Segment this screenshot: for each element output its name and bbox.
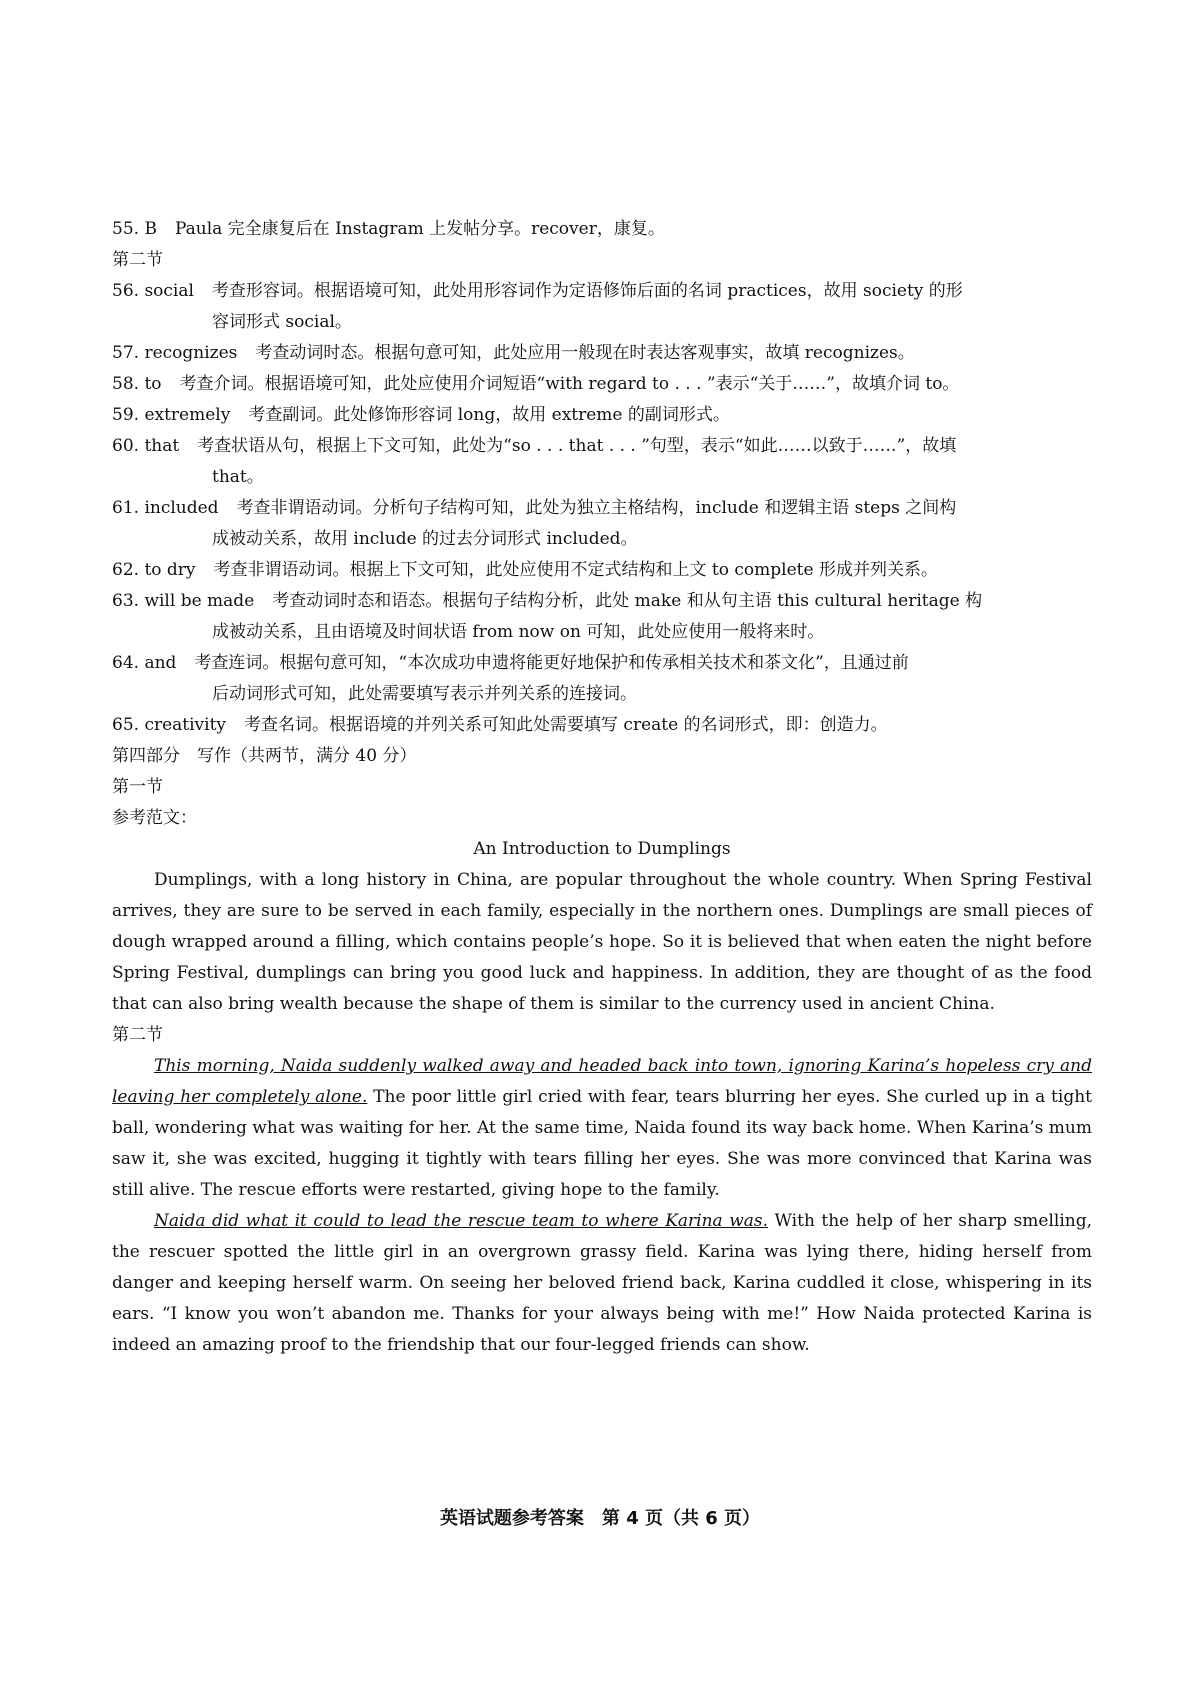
answer-explanation: 考查非谓语动词。分析句子结构可知，此处为独立主格结构，include 和逻辑主语 steps 之间构 <box>236 498 957 518</box>
answer-page <box>112 214 1092 1361</box>
answer-59 <box>112 400 1092 431</box>
answer-number: 61. included <box>112 498 219 518</box>
answer-number: 62. to dry <box>112 560 196 580</box>
answer-number: 60. that <box>112 436 180 456</box>
essay-paragraph: Dumplings, with a long history in China, are popular throughout the whole country. When Spring Festival arrives, they are sure to be served in each family, especially in the northern ones. Dumplings are small pieces of dough wrapped around a filling, which contains people’s hope. So it is believed that when eaten the night before Spring Festival, dumplings can bring you good luck and happiness. In addition, they are thought of as the food that can also bring wealth because the shape of them is similar to the currency used in ancient China. <box>112 870 1092 1014</box>
paragraph-text: The poor little girl cried with fear, tears blurring her eyes. She curled up in a tight ball, wondering what was waiting for her. At the same time, Naida found its way back home. When Karina’s mum saw it, she was excited, hugging it tightly with tears filling her eyes. She was more convinced that Karina was still alive. The rescue efforts were restarted, giving hope to the family. <box>112 1087 1092 1200</box>
paragraph-text: With the help of her sharp smelling, the rescuer spotted the little girl in an overgrown grassy field. Karina was lying there, hiding herself from danger and keeping herself warm. On seeing her beloved friend back, Karina cuddled it close, whispering in its ears. “I know you won’t abandon me. Thanks for your always being with me!” How Naida protected Karina is indeed an amazing proof to the friendship that our four-legged friends can show. <box>112 1211 1092 1355</box>
section-heading: 第一节 <box>112 777 163 797</box>
answer-explanation: 考查状语从句，根据上下文可知，此处为“so . . . that . . . ”句型，表示“如此……以致于……”，故填 <box>197 436 957 456</box>
answer-55 <box>112 214 1092 245</box>
answer-number: 58. to <box>112 374 162 394</box>
answer-continuation: 后动词形式可知，此处需要填写表示并列关系的连接词。 <box>212 684 637 704</box>
answer-number: 59. extremely <box>112 405 231 425</box>
answer-explanation: 考查动词时态。根据句意可知，此处应用一般现在时表达客观事实，故填 recognizes。 <box>255 343 915 363</box>
answer-number: 57. recognizes <box>112 343 238 363</box>
part-heading: 第四部分 写作（共两节，满分 40 分） <box>112 746 417 766</box>
answer-continuation: that。 <box>212 467 264 487</box>
given-opening-sentence: This morning, Naida suddenly walked away and headed back into town, ignoring Karina’s hopeless cry and leaving her completely alone. <box>112 1056 1092 1107</box>
answer-number: 65. creativity <box>112 715 227 735</box>
answer-65 <box>112 710 1092 741</box>
answer-56 <box>112 276 1092 307</box>
answer-number: 55. B <box>112 219 157 239</box>
answer-explanation: 考查动词时态和语态。根据句子结构分析，此处 make 和从句主语 this cultural heritage 构 <box>272 591 983 611</box>
continuation-paragraph-1 <box>112 1051 1092 1206</box>
answer-continuation: 成被动关系，且由语境及时间状语 from now on 可知，此处应使用一般将来时。 <box>212 622 825 642</box>
answer-number: 56. social <box>112 281 194 301</box>
answer-62 <box>112 555 1092 586</box>
answer-explanation: 考查连词。根据句意可知，“本次成功申遗将能更好地保护和传承相关技术和茶文化”，且通过前 <box>194 653 909 673</box>
answer-61 <box>112 493 1092 524</box>
answer-number: 64. and <box>112 653 177 673</box>
section-heading: 第二节 <box>112 1025 163 1045</box>
section-heading: 第二节 <box>112 250 163 270</box>
answer-63 <box>112 586 1092 617</box>
answer-explanation: 考查副词。此处修饰形容词 long，故用 extreme 的副词形式。 <box>248 405 730 425</box>
answer-number: 63. will be made <box>112 591 255 611</box>
continuation-paragraph-2 <box>112 1206 1092 1361</box>
answer-continuation: 成被动关系，故用 include 的过去分词形式 included。 <box>212 529 638 549</box>
essay-title: An Introduction to Dumplings <box>473 839 731 859</box>
answer-60 <box>112 431 1092 462</box>
answer-explanation: 考查非谓语动词。根据上下文可知，此处应使用不定式结构和上文 to complete 形成并列关系。 <box>213 560 938 580</box>
answer-explanation: Paula 完全康复后在 Instagram 上发帖分享。recover，康复。 <box>174 219 665 239</box>
answer-explanation: 考查形容词。根据语境可知，此处用形容词作为定语修饰后面的名词 practices，故用 society 的形 <box>211 281 963 301</box>
page-footer: 英语试题参考答案 第 4 页（共 6 页） <box>439 1508 761 1529</box>
sample-label: 参考范文： <box>112 808 197 828</box>
answer-continuation: 容词形式 social。 <box>212 312 352 332</box>
answer-explanation: 考查名词。根据语境的并列关系可知此处需要填写 create 的名词形式，即：创造力。 <box>244 715 888 735</box>
answer-57 <box>112 338 1092 369</box>
answer-explanation: 考查介词。根据语境可知，此处应使用介词短语“with regard to . . . ”表示“关于……”，故填介词 to。 <box>179 374 960 394</box>
answer-58 <box>112 369 1092 400</box>
answer-64 <box>112 648 1092 679</box>
given-opening-sentence: Naida did what it could to lead the rescue team to where Karina was. <box>154 1211 769 1231</box>
